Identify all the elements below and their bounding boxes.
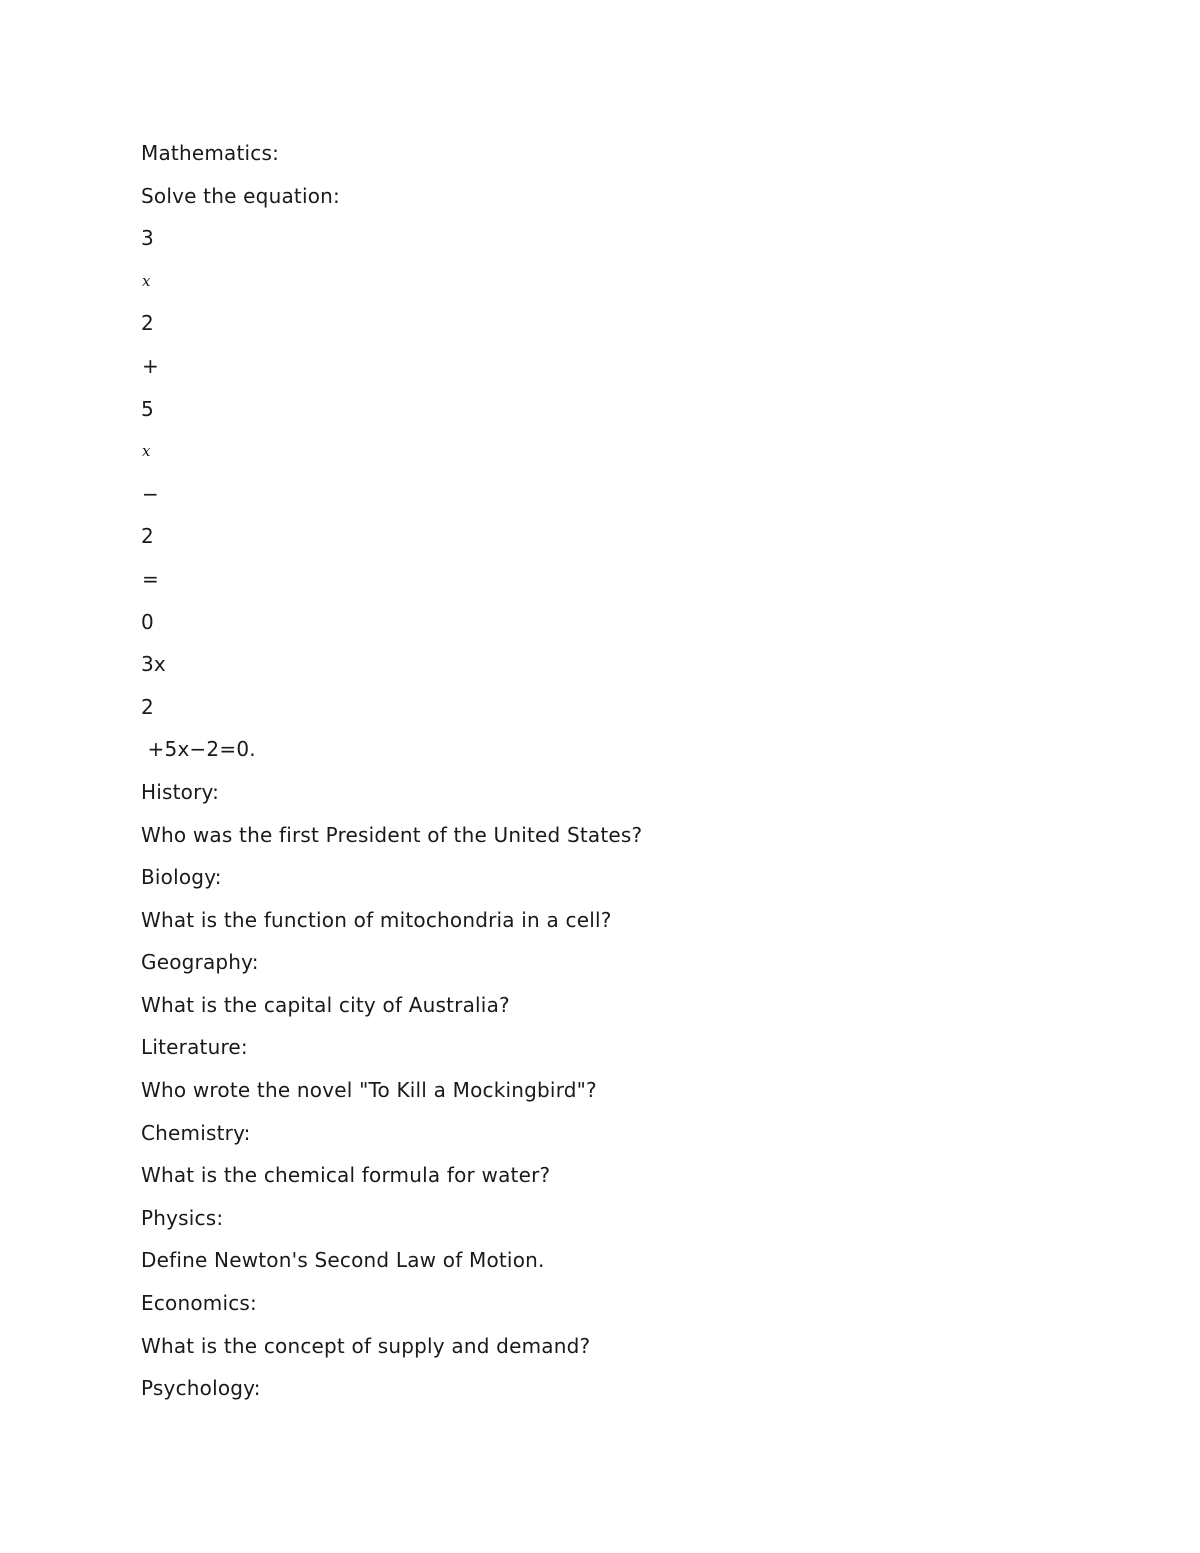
question-literature: Who wrote the novel "To Kill a Mockingbird"?	[141, 1078, 597, 1103]
question-biology: What is the function of mitochondria in a cell?	[141, 907, 612, 932]
question-physics: Define Newton's Second Law of Motion.	[141, 1248, 545, 1273]
equation-plain-text: 3x	[141, 652, 166, 677]
question-economics: What is the concept of supply and demand?	[141, 1333, 591, 1358]
equation-operator: =	[142, 566, 159, 591]
section-heading-mathematics: Mathematics:	[141, 141, 280, 165]
equation-token: 3	[141, 226, 154, 251]
math-prompt: Solve the equation:	[141, 183, 340, 208]
equation-operator: −	[142, 481, 159, 506]
document-body	[141, 138, 1041, 1416]
question-chemistry: What is the chemical formula for water?	[141, 1163, 551, 1188]
equation-token: 5	[141, 396, 154, 421]
equation-variable: x	[142, 442, 151, 461]
section-heading-economics: Economics:	[141, 1291, 257, 1316]
equation-token: 0	[141, 609, 154, 634]
section-heading-psychology: Psychology:	[141, 1376, 261, 1401]
section-heading-chemistry: Chemistry:	[141, 1120, 251, 1145]
equation-token: 2	[141, 524, 154, 549]
question-history: Who was the first President of the United States?	[141, 822, 643, 847]
section-heading-geography: Geography:	[141, 950, 259, 975]
equation-operator: +	[142, 353, 159, 378]
section-heading-history: History:	[141, 779, 220, 804]
equation-plain-text: 2	[141, 694, 154, 719]
equation-plain-text: +5x−2=0.	[141, 737, 256, 762]
section-heading-physics: Physics:	[141, 1205, 224, 1230]
equation-token: 2	[141, 311, 154, 336]
section-heading-literature: Literature:	[141, 1035, 248, 1060]
question-geography: What is the capital city of Australia?	[141, 992, 510, 1017]
section-heading-biology: Biology:	[141, 865, 222, 890]
equation-variable: x	[142, 271, 151, 290]
